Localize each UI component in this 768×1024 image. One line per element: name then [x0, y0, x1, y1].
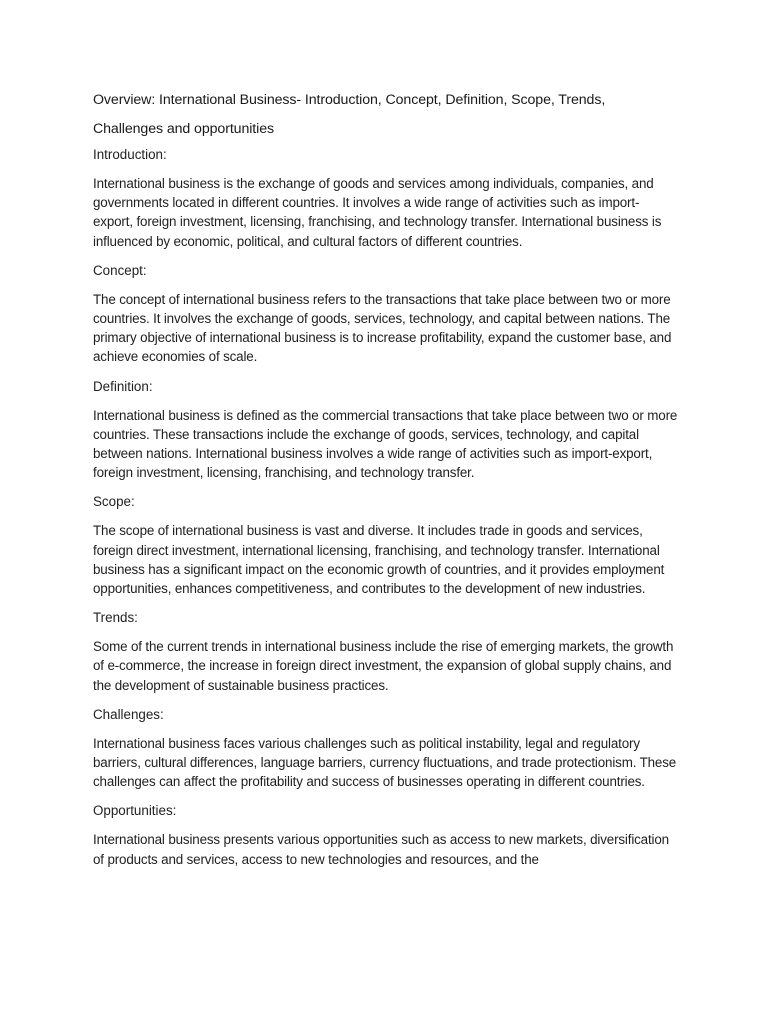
document-title: Overview: International Business- Introduction, Concept, Definition, Scope, Trends, Challenges and opportunities — [93, 92, 606, 137]
section-heading-challenges: Challenges: — [93, 706, 164, 722]
section-heading-scope: Scope: — [93, 494, 135, 510]
section-body-definition: International business is defined as the commercial transactions that take place between two or more countries. These transactions include the exchange of goods, services, technology, and capital between nations. International business involves a wide range of activities such as import-export, foreign investment, licensing, franchising, and technology transfer. — [93, 407, 678, 481]
section-heading-opportunities: Opportunities: — [93, 803, 177, 819]
section-body-concept: The concept of international business refers to the transactions that take place between two or more countries. It involves the exchange of goods, services, technology, and capital between nations. The primary objective of international business is to increase profitability, expand the customer base, and achieve economies of scale. — [93, 291, 672, 365]
section-body-scope: The scope of international business is vast and diverse. It includes trade in goods and services, foreign direct investment, international licensing, franchising, and technology transfer. International business has a significant impact on the economic growth of countries, and it provides employment opportunities, enhances competitiveness, and contributes to the development of new industries. — [93, 523, 665, 597]
section-body-trends: Some of the current trends in international business include the rise of emerging markets, the growth of e-commerce, the increase in foreign direct investment, the expansion of global supply chains, and the development of sustainable business practices. — [93, 639, 674, 693]
section-heading-concept: Concept: — [93, 262, 147, 278]
section-heading-trends: Trends: — [93, 610, 138, 626]
document-body — [93, 86, 678, 879]
section-body-challenges: International business faces various challenges such as political instability, legal and regulatory barriers, cultural differences, language barriers, currency fluctuations, and trade protectionism. These challenges can affect the profitability and success of businesses operating in different countries. — [93, 735, 677, 790]
section-heading-definition: Definition: — [93, 378, 153, 394]
section-body-opportunities: International business presents various opportunities such as access to new markets, diversification of products and services, access to new technologies and resources, and the — [93, 832, 669, 867]
section-body-introduction: International business is the exchange of goods and services among individuals, companies, and governments located in different countries. It involves a wide range of activities such as import-export, foreign investment, licensing, franchising, and technology transfer. International business is influenced by economic, political, and cultural factors of different countries. — [93, 176, 662, 249]
section-heading-introduction: Introduction: — [93, 147, 167, 162]
